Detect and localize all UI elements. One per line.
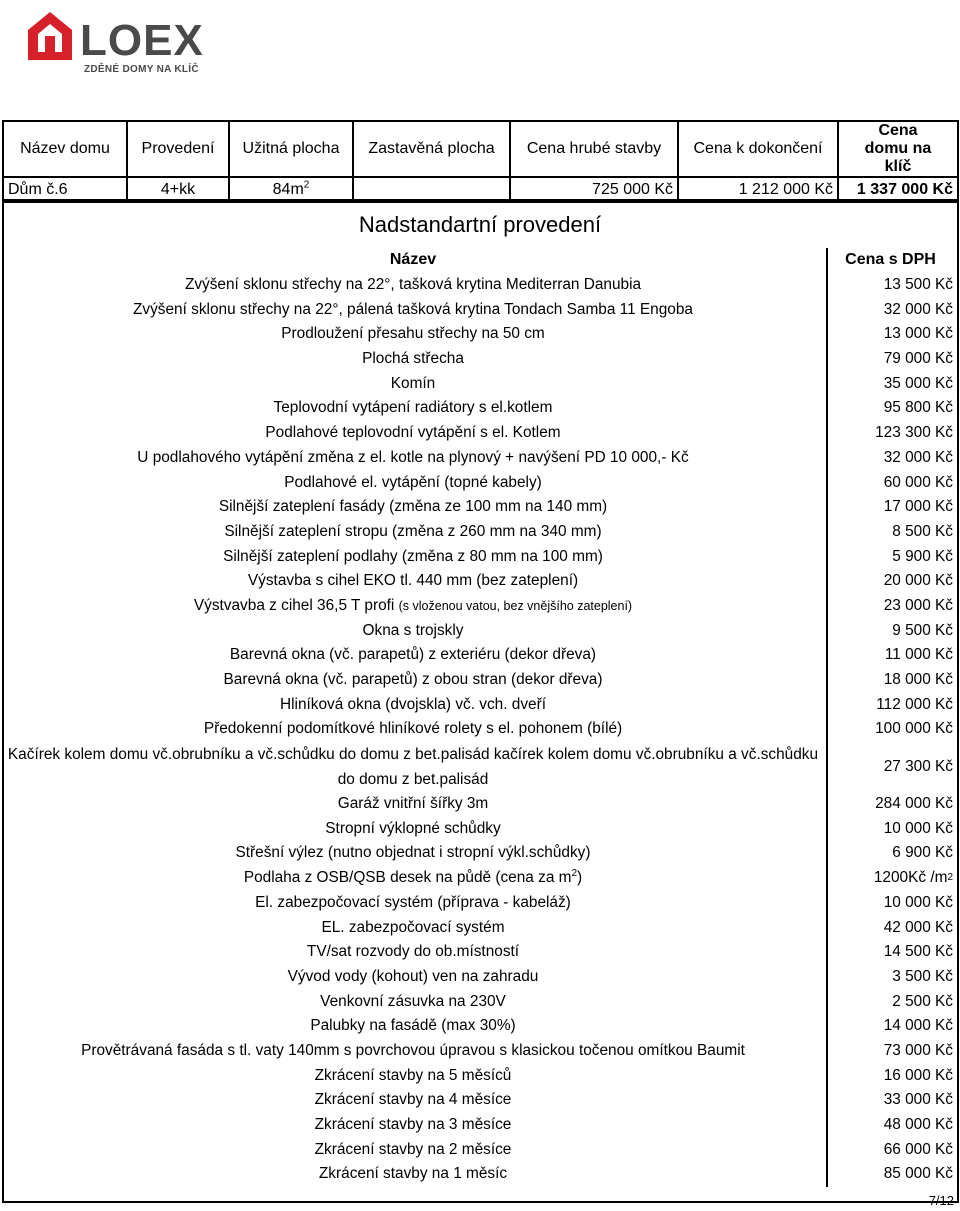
option-price: 16 000 Kč: [826, 1063, 955, 1088]
options-col-price: Cena s DPH: [826, 248, 955, 273]
option-price: 66 000 Kč: [826, 1137, 955, 1162]
option-price: 32 000 Kč: [826, 446, 955, 471]
option-row: [4, 915, 955, 940]
option-row: [4, 643, 955, 668]
option-price: 17 000 Kč: [826, 495, 955, 520]
option-row: [4, 446, 955, 471]
option-price: 48 000 Kč: [826, 1113, 955, 1138]
option-price: 20 000 Kč: [826, 569, 955, 594]
option-price: 73 000 Kč: [826, 1039, 955, 1064]
option-row: [4, 495, 955, 520]
option-name: Barevná okna (vč. parapetů) z obou stran (dekor dřeva): [223, 671, 603, 689]
option-row: [4, 421, 955, 446]
option-row: [4, 273, 955, 298]
option-name: El. zabezpočovací systém (příprava - kabeláž): [255, 893, 571, 911]
option-row: [4, 792, 955, 817]
option-name: Komín: [390, 374, 436, 392]
option-row: [4, 347, 955, 372]
option-price: 60 000 Kč: [826, 470, 955, 495]
option-name: Zkrácení stavby na 4 měsíce: [314, 1091, 512, 1109]
col-cena-na-klic: Cena domu na klíč: [838, 121, 958, 177]
option-price: 11 000 Kč: [826, 643, 955, 668]
option-row: [4, 322, 955, 347]
option-row: [4, 866, 955, 891]
option-row: [4, 841, 955, 866]
option-price: 14 000 Kč: [826, 1014, 955, 1039]
option-name: Garáž vnitřní šířky 3m: [337, 795, 489, 813]
company-logo: [26, 6, 226, 78]
option-row: [4, 989, 955, 1014]
option-name: Podlahové teplovodní vytápění s el. Kotlem: [265, 424, 561, 442]
house-icon: [26, 10, 74, 62]
option-name: Barevná okna (vč. parapetů) z exteriéru (dekor dřeva): [229, 646, 597, 664]
option-price: 123 300 Kč: [826, 421, 955, 446]
options-list: [4, 248, 955, 1187]
col-nazev-domu: Název domu: [3, 121, 127, 177]
option-price: 13 500 Kč: [826, 273, 955, 298]
option-row: [4, 1113, 955, 1138]
page-number: 7/12: [928, 1193, 954, 1208]
house-summary-table: [2, 120, 959, 203]
option-price: 5 900 Kč: [826, 544, 955, 569]
option-name: Výstavba s cihel EKO tl. 440 mm (bez zateplení): [247, 572, 579, 590]
options-col-name: Název: [389, 251, 437, 269]
option-row: [4, 692, 955, 717]
option-name: Podlahové el. vytápění (topné kabely): [284, 473, 542, 491]
options-header-row: [4, 248, 955, 273]
option-row: [4, 371, 955, 396]
option-row: [4, 470, 955, 495]
value-cena-hrube-stavby: 725 000 Kč: [510, 177, 678, 202]
option-price: 9 500 Kč: [826, 618, 955, 643]
option-row: [4, 618, 955, 643]
option-price: 100 000 Kč: [826, 717, 955, 742]
option-row: [4, 717, 955, 742]
option-price: 8 500 Kč: [826, 520, 955, 545]
logo-wordmark: LOEX: [80, 16, 204, 65]
value-cena-k-dokonceni: 1 212 000 Kč: [678, 177, 838, 202]
option-name: Silnější zateplení podlahy (změna z 80 mm na 100 mm): [223, 547, 603, 565]
value-cena-na-klic: 1 337 000 Kč: [838, 177, 958, 202]
option-price: 32 000 Kč: [826, 297, 955, 322]
option-name: U podlahového vytápění změna z el. kotle na plynový + navýšení PD 10 000,- Kč: [137, 448, 689, 466]
col-zastavena-plocha: Zastavěná plocha: [353, 121, 510, 177]
option-name: Venkovní zásuvka na 230V: [320, 992, 506, 1010]
option-name: Silnější zateplení fasády (změna ze 100 mm na 140 mm): [218, 498, 608, 516]
option-name: Zvýšení sklonu střechy na 22°, pálená tašková krytina Tondach Samba 11 Engoba: [133, 300, 693, 318]
option-name: Provětrávaná fasáda s tl. vaty 140mm s povrchovou úpravou s klasickou točenou omítkou Baumit: [81, 1041, 745, 1059]
option-row: [4, 891, 955, 916]
option-price: 2 500 Kč: [826, 989, 955, 1014]
value-uzitna-plocha: $84m^2$: [229, 177, 353, 202]
option-name: Okna s trojskly: [362, 621, 464, 639]
col-uzitna-plocha: Užitná plocha: [229, 121, 353, 177]
col-cena-k-dokonceni: Cena k dokončení: [678, 121, 838, 177]
option-name: Výstvavba z cihel 36,5 T profi (s vloženou vatou, bez vnějšího zateplení): [193, 596, 633, 614]
option-row: [4, 1137, 955, 1162]
option-price: 79 000 Kč: [826, 347, 955, 372]
option-row: [4, 569, 955, 594]
option-row: [4, 297, 955, 322]
option-name: Zvýšení sklonu střechy na 22°, tašková krytina Mediterran Danubia: [184, 276, 642, 294]
option-row: [4, 1088, 955, 1113]
option-row: [4, 1162, 955, 1187]
option-price: 18 000 Kč: [826, 668, 955, 693]
option-price: 42 000 Kč: [826, 915, 955, 940]
option-name: Střešní výlez (nutno objednat i stropní výkl.schůdky): [235, 844, 591, 862]
col-provedeni: Provedení: [127, 121, 229, 177]
option-name: EL. zabezpočovací systém: [321, 918, 505, 936]
option-name: TV/sat rozvody do ob.místností: [306, 943, 520, 961]
option-price: 284 000 Kč: [826, 792, 955, 817]
option-row: [4, 1063, 955, 1088]
option-price: 35 000 Kč: [826, 371, 955, 396]
option-row: [4, 396, 955, 421]
option-name: Zkrácení stavby na 3 měsíce: [314, 1116, 512, 1134]
option-price: 1200Kč /m 2: [826, 866, 955, 891]
option-price: 33 000 Kč: [826, 1088, 955, 1113]
option-row: [4, 544, 955, 569]
option-name: Prodloužení přesahu střechy na 50 cm: [281, 325, 545, 343]
option-price: 13 000 Kč: [826, 322, 955, 347]
option-name: Vývod vody (kohout) ven na zahradu: [287, 967, 539, 985]
option-name: Palubky na fasádě (max 30%): [310, 1017, 516, 1035]
option-price: 14 500 Kč: [826, 940, 955, 965]
option-price: 6 900 Kč: [826, 841, 955, 866]
option-name: Plochá střecha: [362, 350, 464, 368]
option-row: [4, 520, 955, 545]
option-name: Předokenní podomítkové hliníkové rolety s el. pohonem (bílé): [203, 720, 623, 738]
logo-tagline: ZDĚNÉ DOMY NA KLÍČ: [84, 64, 199, 75]
option-name: Stropní výklopné schůdky: [325, 819, 501, 837]
option-row: [4, 1039, 955, 1064]
option-name: Zkrácení stavby na 5 měsíců: [314, 1066, 512, 1084]
option-name: Kačírek kolem domu vč.obrubníku a vč.schůdku do domu z bet.palisád kačírek kolem domu vč.obrubníku a vč.schůdku do domu z bet.palisád: [7, 745, 819, 788]
option-price: 112 000 Kč: [826, 692, 955, 717]
option-price: 95 800 Kč: [826, 396, 955, 421]
option-row: [4, 965, 955, 990]
option-row: [4, 742, 955, 792]
option-price: 10 000 Kč: [826, 816, 955, 841]
option-row: [4, 1014, 955, 1039]
option-name: Hliníková okna (dvojskla) vč. vch. dveří: [279, 695, 546, 713]
option-price: 85 000 Kč: [826, 1162, 955, 1187]
value-nazev-domu: Dům č.6: [3, 177, 127, 202]
option-name: Silnější zateplení stropu (změna z 260 mm na 340 mm): [224, 522, 602, 540]
section-title: Nadstandartní provedení: [358, 212, 602, 237]
option-name: Zkrácení stavby na 2 měsíce: [314, 1140, 512, 1158]
option-row: [4, 816, 955, 841]
option-name: Podlaha z OSB/QSB desek na půdě (cena za $m^2$): [243, 868, 583, 887]
option-price: 27 300 Kč: [826, 742, 955, 792]
option-row: [4, 594, 955, 619]
option-price: 23 000 Kč: [826, 594, 955, 619]
option-row: [4, 668, 955, 693]
option-name: Teplovodní vytápení radiátory s el.kotlem: [273, 399, 553, 417]
option-name: Zkrácení stavby na 1 měsíc: [318, 1165, 508, 1183]
option-price: 10 000 Kč: [826, 891, 955, 916]
value-provedeni: 4+kk: [127, 177, 229, 202]
col-cena-hrube-stavby: Cena hrubé stavby: [510, 121, 678, 177]
option-price: 3 500 Kč: [826, 965, 955, 990]
option-row: [4, 940, 955, 965]
